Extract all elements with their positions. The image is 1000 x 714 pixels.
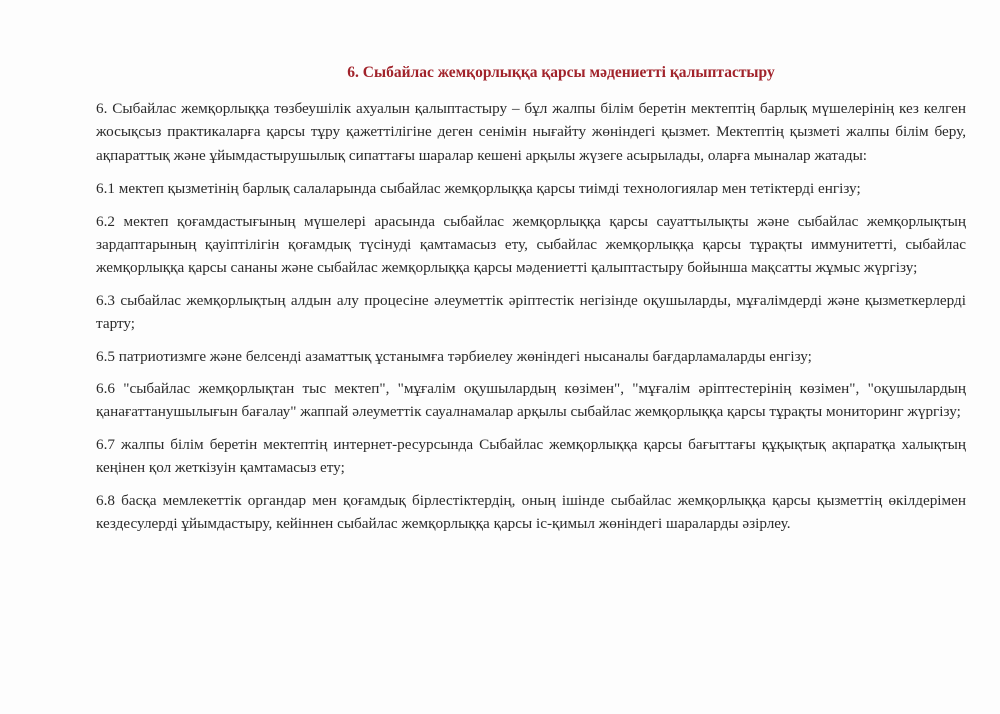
- paragraph-6-2: 6.2 мектеп қоғамдастығының мүшелері арасында сыбайлас жемқорлыққа қарсы сауаттылықты және сыбайлас жемқорлықтың зардаптарының қауіптілігін қоғамдық түсінуді қамтамасыз ету, сыбайлас жемқорлыққа қарсы тұрақты иммунитетті, сыбайлас жемқорлыққа қарсы сананы және сыбайлас жемқорлыққа қарсы мәдениетті қалыптастыру бойынша мақсатты жұмыс жүргізу;: [96, 212, 966, 277]
- paragraph-6-5: 6.5 патриотизмге және белсенді азаматтық ұстанымға тәрбиелеу жөніндегі нысаналы бағдарламаларды енгізу;: [96, 347, 812, 365]
- paragraph-6-6: 6.6 "сыбайлас жемқорлықтан тыс мектеп", "мұғалім оқушылардың көзімен", "мұғалім әріптестерінің көзімен", "оқушылардың қанағаттанушылығын бағалау" жаппай әлеуметтік сауалнамалар арқылы сыбайлас жемқорлыққа қарсы тұрақты мониторинг жүргізу;: [96, 380, 966, 421]
- paragraph-6-7: 6.7 жалпы білім беретін мектептің интернет-ресурсында Сыбайлас жемқорлыққа қарсы бағыттағы құқықтық ақпаратқа халықтың кеңінен қол жеткізуін қамтамасыз ету;: [96, 435, 966, 477]
- section-title: 6. Сыбайлас жемқорлыққа қарсы мәдениетті қалыптастыру: [347, 64, 775, 81]
- paragraph-6-8: 6.8 басқа мемлекеттік органдар мен қоғамдық бірлестіктердің, оның ішінде сыбайлас жемқорлыққа қарсы қызметтің өкілдерімен кездесулерді ұйымдастыру, кейіннен сыбайлас жемқорлыққа қарсы іс-қимыл жөніндегі шараларды әзірлеу.: [96, 491, 966, 533]
- paragraph-intro: 6. Сыбайлас жемқорлыққа төзбеушілік ахуалын қалыптастыру – бұл жалпы білім беретін мектептің барлық мүшелерінің кез келген жосықсыз практикаларға қарсы тұру қажеттілігіне деген сенімін нығайту жөніндегі қызмет. Мектептің қызметі жалпы білім беру, ақпараттық және ұйымдастырушылық сипаттағы шаралар кешені арқылы жүзеге асырылады, оларға мыналар жатады:: [96, 100, 966, 164]
- paragraph-6-1: 6.1 мектеп қызметінің барлық салаларында сыбайлас жемқорлыққа қарсы тиімді технологиялар мен тетіктерді енгізу;: [96, 180, 861, 198]
- document-body: [96, 62, 966, 545]
- paragraph-6-3: 6.3 сыбайлас жемқорлықтың алдын алу процесіне әлеуметтік әріптестік негізінде оқушыларды, мұғалімдерді және қызметкерлерді тарту;: [96, 291, 966, 333]
